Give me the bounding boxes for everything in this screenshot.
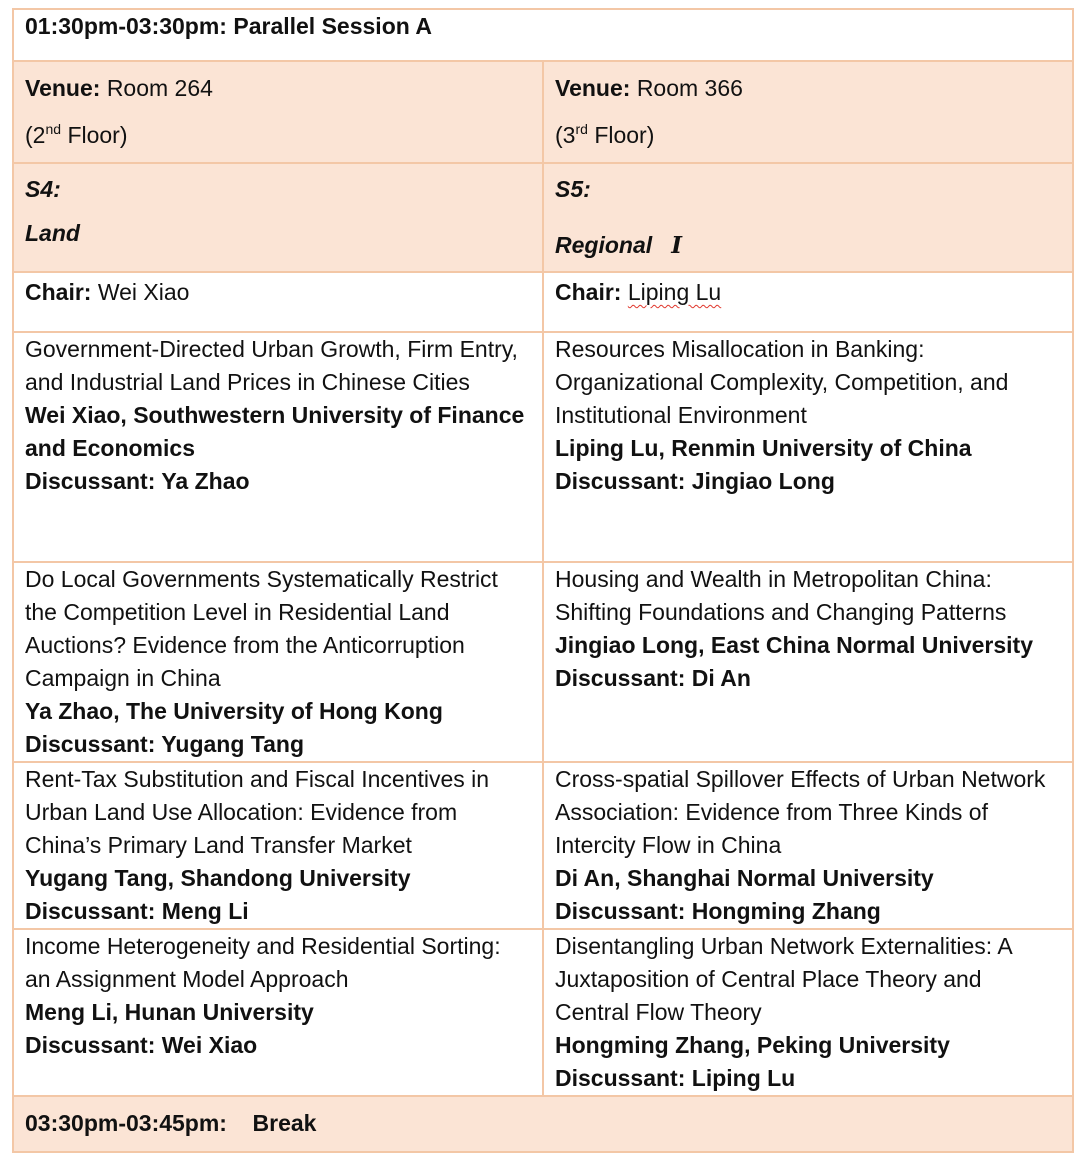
- paper-title: Cross-spatial Spillover Effects of Urban Network Association: Evidence from Three Kinds of Intercity Flow in China: [555, 766, 1046, 858]
- paper-discussant: Discussant: Yugang Tang: [25, 731, 305, 757]
- paper-author: Yugang Tang, Shandong University: [25, 865, 411, 891]
- paper-cell: [543, 762, 1073, 929]
- paper-cell: [543, 562, 1073, 762]
- session-code: S4:: [25, 176, 61, 202]
- paper-author: Di An, Shanghai Normal University: [555, 865, 934, 891]
- paper-title: Income Heterogeneity and Residential Sorting: an Assignment Model Approach: [25, 933, 501, 992]
- paper-discussant: Discussant: Hongming Zhang: [555, 898, 881, 924]
- paper-cell: [13, 562, 543, 762]
- session-name-row: [13, 163, 1073, 272]
- paper-title: Resources Misallocation in Banking: Organizational Complexity, Competition, and Institutional Environment: [555, 336, 1009, 428]
- venue-floor: (2nd Floor): [25, 121, 128, 148]
- venue-cell-left: [13, 61, 543, 163]
- break-label: Break: [252, 1110, 317, 1136]
- paper-discussant: Discussant: Meng Li: [25, 898, 249, 924]
- session-code: S5:: [555, 176, 591, 202]
- session-cell-left: [13, 163, 543, 272]
- paper-author: Meng Li, Hunan University: [25, 999, 314, 1025]
- paper-cell: [13, 762, 543, 929]
- chair-cell-right: [543, 272, 1073, 332]
- venue-floor: (3rd Floor): [555, 121, 655, 148]
- session-cell-right: [543, 163, 1073, 272]
- chair-label: Chair:: [25, 279, 92, 305]
- paper-cell: [543, 929, 1073, 1096]
- paper-cell: [13, 929, 543, 1096]
- venue-room: Room 366: [636, 75, 743, 101]
- venue-room: Room 264: [106, 75, 213, 101]
- paper-discussant: Discussant: Wei Xiao: [25, 1032, 258, 1058]
- paper-author: Hongming Zhang, Peking University: [555, 1032, 950, 1058]
- session-title: Parallel Session A: [233, 13, 432, 39]
- paper-author: Liping Lu, Renmin University of China: [555, 435, 972, 461]
- venue-label: Venue:: [555, 75, 631, 101]
- break-time: 03:30pm-03:45pm:: [25, 1110, 227, 1136]
- chair-row: [13, 272, 1073, 332]
- paper-title: Disentangling Urban Network Externalities: A Juxtaposition of Central Place Theory and Central Flow Theory: [555, 933, 1012, 1025]
- venue-row: [13, 61, 1073, 163]
- session-time: 01:30pm-03:30pm:: [25, 13, 227, 39]
- paper-discussant: Discussant: Jingiao Long: [555, 468, 835, 494]
- break-row: [13, 1096, 1073, 1152]
- session-suffix: I: [671, 232, 683, 259]
- paper-title: Housing and Wealth in Metropolitan China: Shifting Foundations and Changing Patterns: [555, 566, 1007, 625]
- paper-title: Government‐Directed Urban Growth, Firm Entry, and Industrial Land Prices in Chinese Cities: [25, 336, 518, 395]
- paper-row: [13, 562, 1073, 762]
- venue-cell-right: [543, 61, 1073, 163]
- paper-title: Rent-Tax Substitution and Fiscal Incentives in Urban Land Use Allocation: Evidence from China’s Primary Land Transfer Market: [25, 766, 490, 858]
- paper-row: [13, 332, 1073, 562]
- break-cell: [13, 1096, 1073, 1152]
- session-header-row: [13, 9, 1073, 61]
- chair-name: Liping Lu: [627, 279, 722, 305]
- paper-author: Jingiao Long, East China Normal University: [555, 632, 1033, 658]
- chair-label: Chair:: [555, 279, 622, 305]
- session-header: [13, 9, 1073, 61]
- paper-author: Wei Xiao, Southwestern University of Finance and Economics: [25, 402, 525, 461]
- chair-name: Wei Xiao: [97, 279, 190, 305]
- paper-discussant: Discussant: Liping Lu: [555, 1065, 796, 1091]
- paper-discussant: Discussant: Di An: [555, 665, 751, 691]
- paper-cell: [13, 332, 543, 562]
- chair-cell-left: [13, 272, 543, 332]
- paper-cell: [543, 332, 1073, 562]
- session-name: Regional: [555, 232, 653, 258]
- paper-author: Ya Zhao, The University of Hong Kong: [25, 698, 443, 724]
- paper-discussant: Discussant: Ya Zhao: [25, 468, 250, 494]
- session-name: Land: [25, 220, 80, 246]
- paper-row: [13, 762, 1073, 929]
- paper-title: Do Local Governments Systematically Restrict the Competition Level in Residential Land Auctions? Evidence from the Anticorruption Campaign in China: [25, 566, 498, 691]
- schedule-table: [12, 8, 1074, 1153]
- venue-label: Venue:: [25, 75, 101, 101]
- paper-row: [13, 929, 1073, 1096]
